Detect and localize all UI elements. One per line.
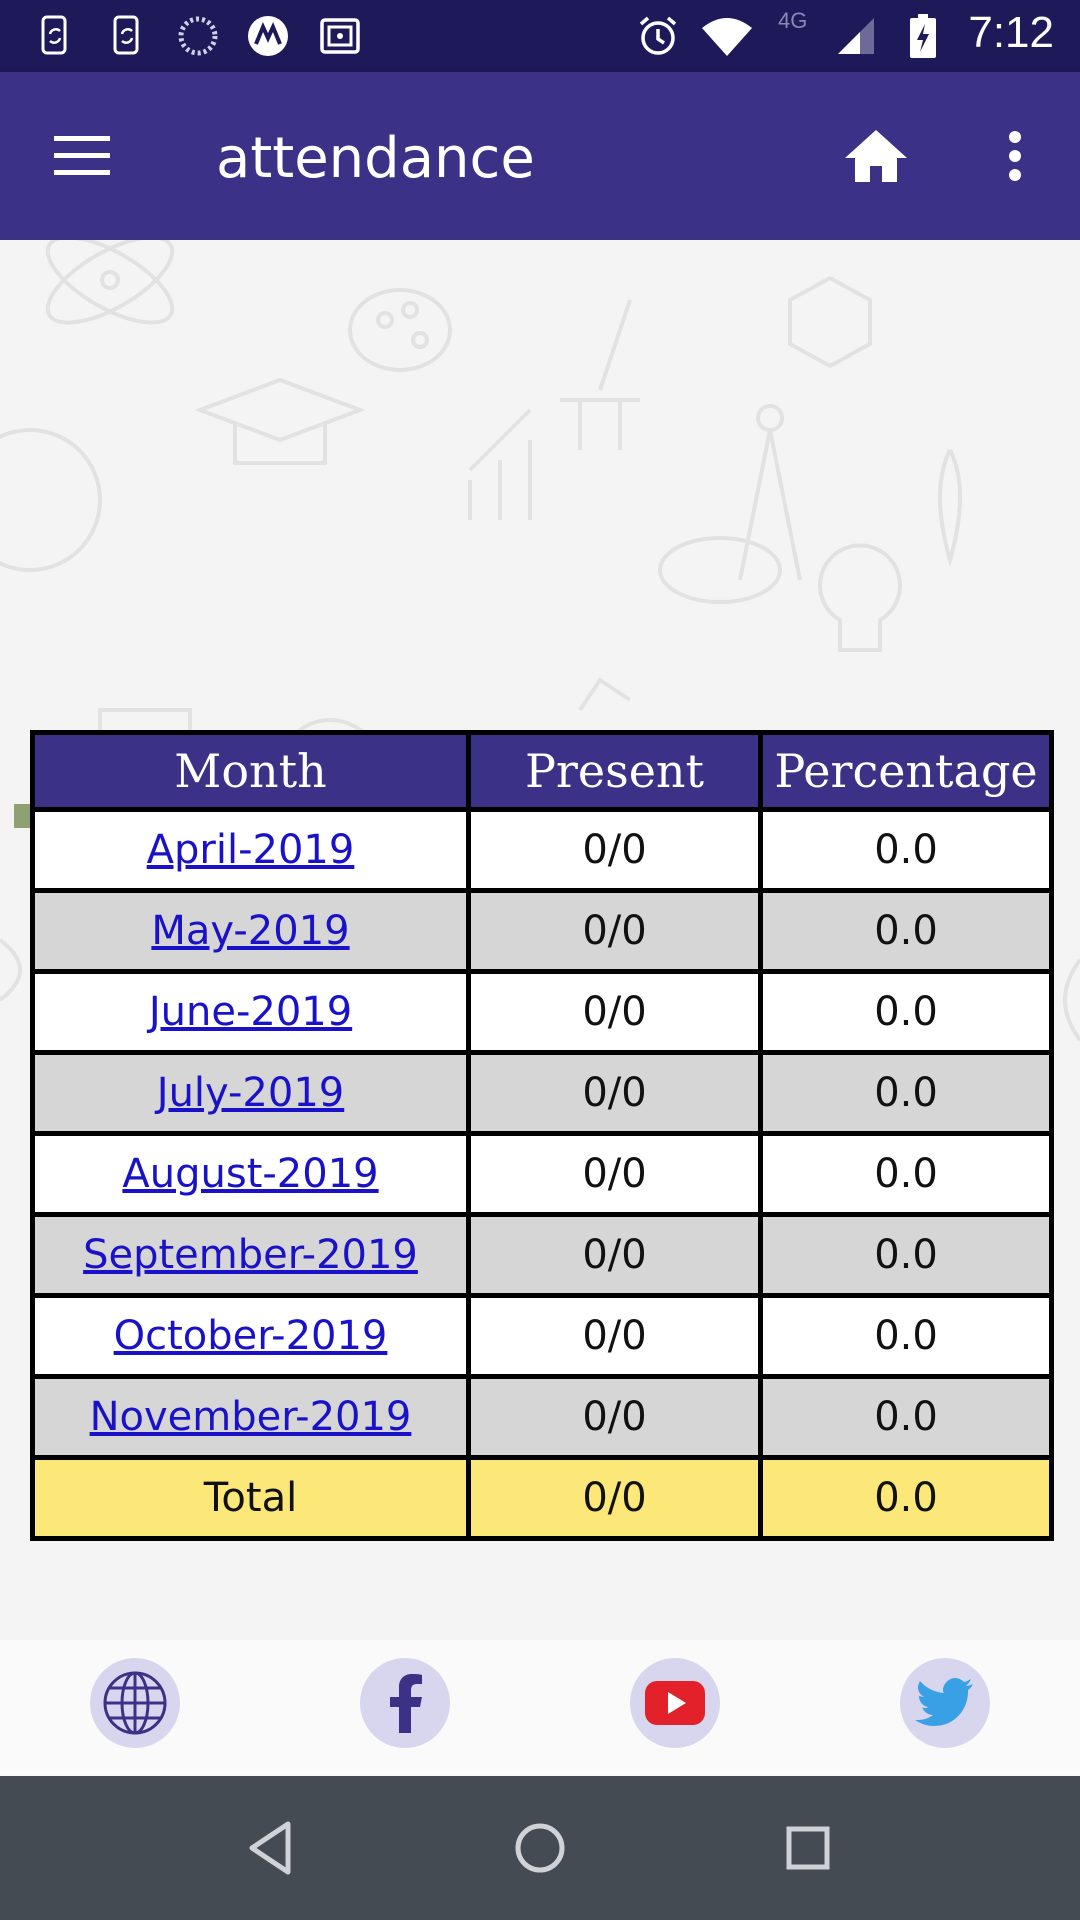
percentage-cell: 0.0: [761, 810, 1052, 891]
network-type-label: 4G: [778, 8, 808, 33]
present-cell: 0/0: [469, 1296, 761, 1377]
status-bar: [0, 0, 1080, 72]
month-link[interactable]: July-2019: [156, 1070, 345, 1116]
phone-sync-icon: [34, 14, 78, 58]
globe-icon: [101, 1669, 169, 1737]
present-cell: 0/0: [469, 1053, 761, 1134]
month-link[interactable]: October-2019: [113, 1313, 388, 1359]
present-cell: 0/0: [469, 891, 761, 972]
present-cell: 0/0: [469, 972, 761, 1053]
facebook-icon: [385, 1673, 425, 1733]
motorola-icon: [246, 14, 290, 58]
alarm-icon: [636, 14, 680, 58]
phone-sync-icon: [106, 14, 150, 58]
month-link[interactable]: November-2019: [89, 1394, 412, 1440]
percentage-cell: 0.0: [761, 1134, 1052, 1215]
month-link[interactable]: April-2019: [146, 827, 355, 873]
percentage-cell: 0.0: [761, 1377, 1052, 1458]
month-cell: [33, 1053, 469, 1134]
twitter-button[interactable]: [900, 1658, 990, 1748]
total-row: [33, 1458, 1052, 1539]
month-link[interactable]: June-2019: [148, 989, 353, 1035]
youtube-icon: [645, 1681, 705, 1725]
table-row: [33, 810, 1052, 891]
present-cell: 0/0: [469, 1134, 761, 1215]
percentage-cell: 0.0: [761, 891, 1052, 972]
month-link[interactable]: August-2019: [122, 1151, 379, 1197]
facebook-button[interactable]: [360, 1658, 450, 1748]
recents-icon[interactable]: [776, 1816, 840, 1880]
percentage-cell: 0.0: [761, 1053, 1052, 1134]
table-row: [33, 1215, 1052, 1296]
present-cell: 0/0: [469, 1377, 761, 1458]
total-present-cell: 0/0: [469, 1458, 761, 1539]
overflow-menu-button[interactable]: [990, 120, 1040, 192]
table-row: [33, 1377, 1052, 1458]
table-row: [33, 972, 1052, 1053]
present-cell: 0/0: [469, 810, 761, 891]
month-link[interactable]: May-2019: [151, 908, 350, 954]
battery-charging-icon: [908, 14, 938, 58]
column-header-percentage: Percentage: [761, 733, 1052, 810]
twitter-icon: [915, 1678, 975, 1728]
social-links-bar: [0, 1640, 1080, 1774]
wifi-icon: [700, 14, 754, 58]
safe-icon: [318, 14, 362, 58]
attendance-table: [30, 730, 1054, 1541]
month-cell: [33, 1134, 469, 1215]
youtube-button[interactable]: [630, 1658, 720, 1748]
total-percentage-cell: 0.0: [761, 1458, 1052, 1539]
month-cell: [33, 1215, 469, 1296]
back-icon[interactable]: [240, 1816, 304, 1880]
month-cell: [33, 1377, 469, 1458]
month-cell: [33, 972, 469, 1053]
home-button[interactable]: [836, 120, 916, 192]
month-cell: [33, 891, 469, 972]
signal-icon: [834, 14, 878, 58]
page-title: attendance: [216, 126, 535, 191]
home-circle-icon[interactable]: [508, 1816, 572, 1880]
website-button[interactable]: [90, 1658, 180, 1748]
table-header-row: [33, 733, 1052, 810]
percentage-cell: 0.0: [761, 1296, 1052, 1377]
table-row: [33, 1053, 1052, 1134]
loading-circle-icon: [176, 14, 220, 58]
column-header-present: Present: [469, 733, 761, 810]
clock-time: 7:12: [968, 8, 1054, 57]
system-nav-bar: [0, 1776, 1080, 1920]
home-icon: [843, 128, 909, 184]
month-link[interactable]: September-2019: [83, 1232, 418, 1278]
percentage-cell: 0.0: [761, 1215, 1052, 1296]
menu-icon: [54, 134, 114, 178]
month-cell: [33, 1296, 469, 1377]
total-label-cell: Total: [33, 1458, 469, 1539]
table-row: [33, 1134, 1052, 1215]
more-vert-icon: [1007, 131, 1023, 181]
percentage-cell: 0.0: [761, 972, 1052, 1053]
present-cell: 0/0: [469, 1215, 761, 1296]
menu-button[interactable]: [40, 120, 128, 192]
table-row: [33, 1296, 1052, 1377]
column-header-month: Month: [33, 733, 469, 810]
app-bar: [0, 72, 1080, 240]
month-cell: [33, 810, 469, 891]
table-row: [33, 891, 1052, 972]
